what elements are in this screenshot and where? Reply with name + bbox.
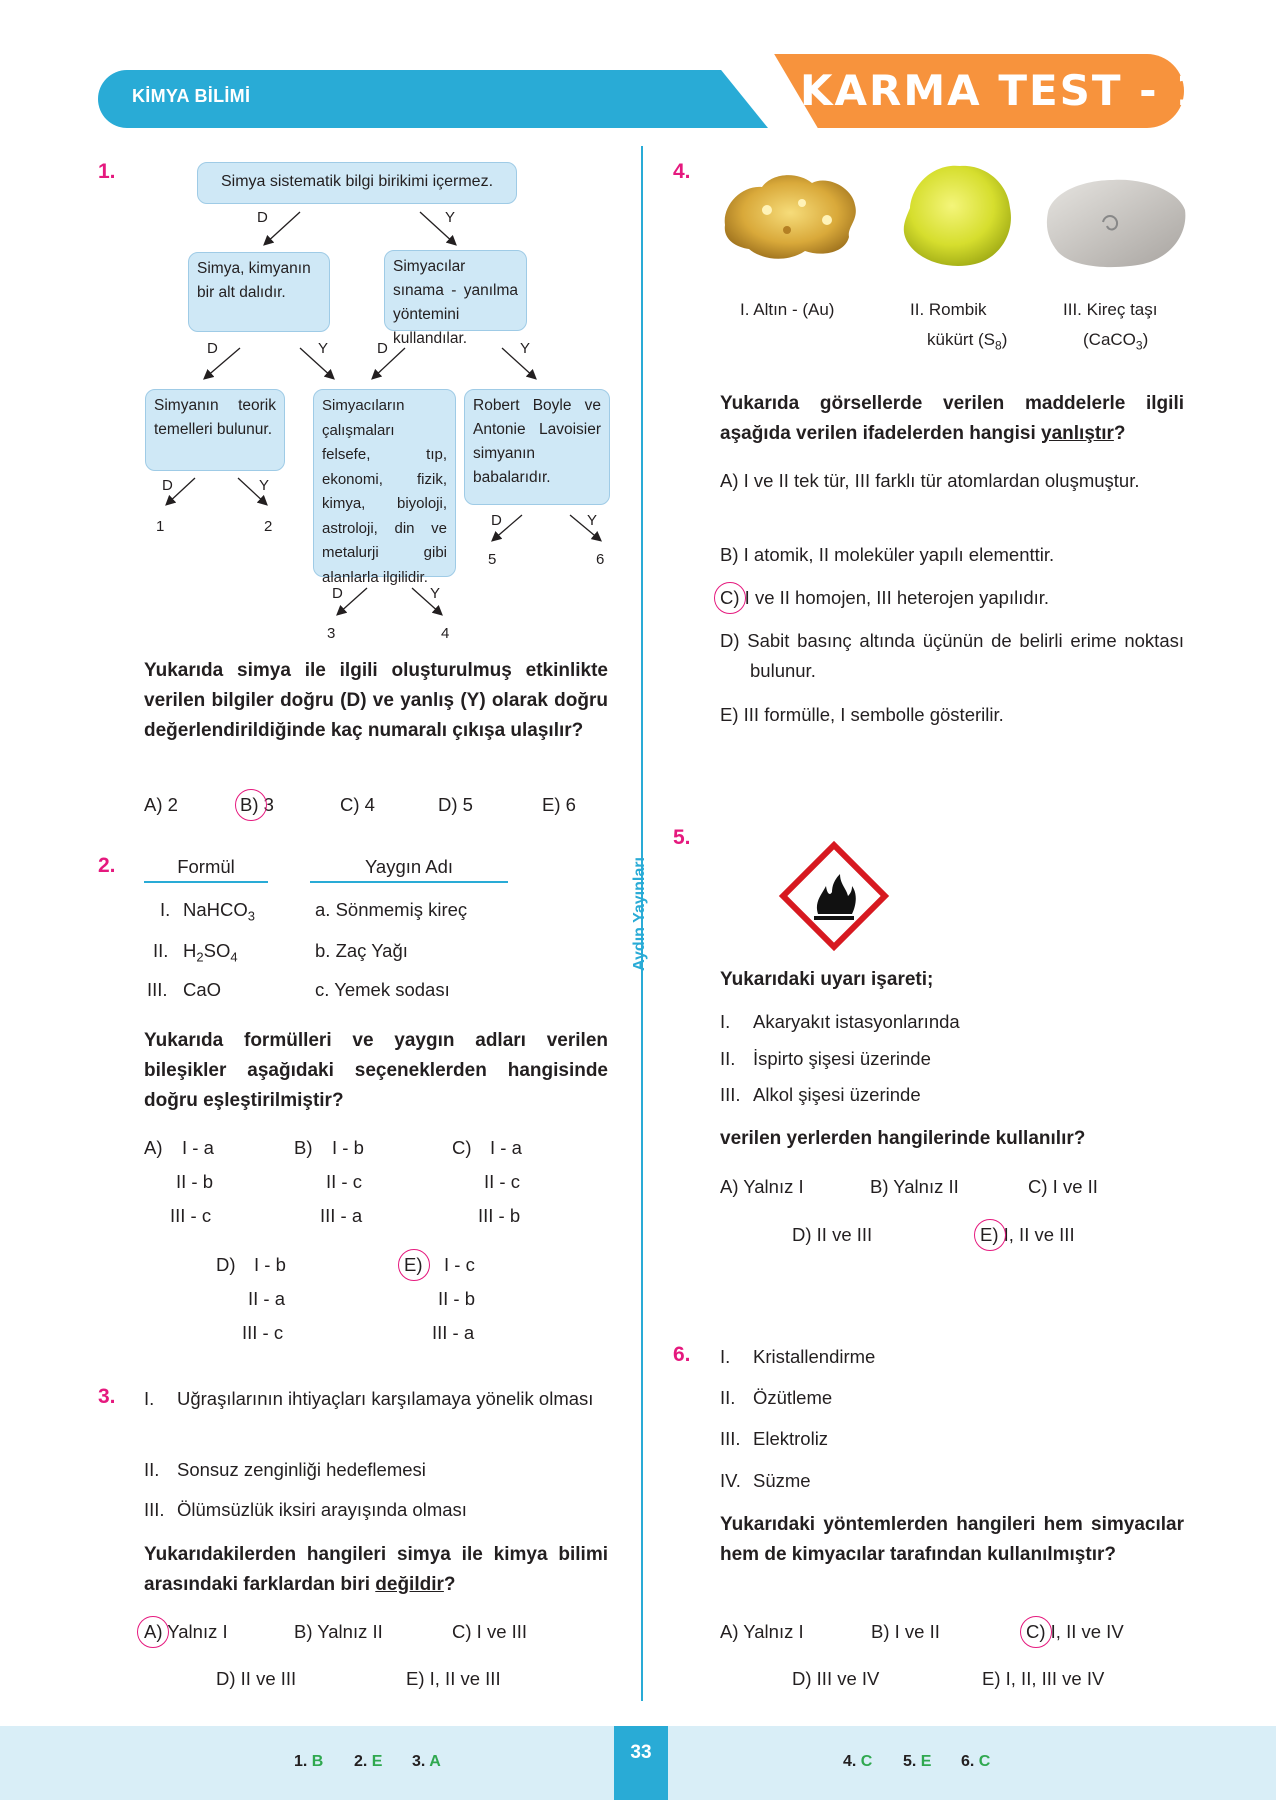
answer-key-5: 5. E xyxy=(903,1753,932,1770)
q1-option-c[interactable]: C) 4 xyxy=(340,794,375,815)
exit-6: 6 xyxy=(596,551,605,568)
q3-item-3-num: III. xyxy=(144,1499,165,1520)
q3-option-e[interactable]: E) I, II ve III xyxy=(406,1668,501,1689)
answer-circle xyxy=(137,1616,169,1648)
flow-label-d: D xyxy=(257,209,268,226)
q6-question: Yukarıdaki yöntemlerden hangileri hem simyacılar hem de kimyacılar tarafından kullanılmıştır? xyxy=(720,1514,1184,1565)
answer-key-2: 2. E xyxy=(354,1753,383,1770)
limestone-image xyxy=(1043,172,1188,272)
exit-5: 5 xyxy=(488,551,497,568)
q1-option-e[interactable]: E) 6 xyxy=(542,794,576,815)
q6-option-d[interactable]: D) III ve IV xyxy=(792,1668,880,1689)
q2-row-1-name: a. Sönmemiş kireç xyxy=(315,899,468,920)
q5-item-2: İspirto şişesi üzerinde xyxy=(753,1048,931,1069)
q2-row-3-num: III. xyxy=(147,979,168,1000)
q3-item-2-num: II. xyxy=(144,1459,160,1480)
q4-option-d[interactable]: D) Sabit basınç altında üçünün de belirli erime noktası bulunur. xyxy=(720,630,1184,681)
test-title: KARMA TEST - 1 xyxy=(800,66,1207,115)
flammable-icon xyxy=(774,836,894,956)
q3-item-1-num: I. xyxy=(144,1388,155,1409)
question-number-4: 4. xyxy=(673,160,691,183)
exit-2: 2 xyxy=(264,518,273,535)
question-number-2: 2. xyxy=(98,854,116,877)
q2-option-d[interactable]: D) I - b II - a III - c xyxy=(216,1254,286,1343)
flow-label-d: D xyxy=(491,512,502,529)
answer-key-1: 1. B xyxy=(294,1753,324,1770)
image-caption-sulfur-1: II. Rombik xyxy=(910,300,987,319)
flow-box-mid-right: Simyacılar sınama - yanılma yöntemini kullandılar. xyxy=(384,250,527,331)
q6-option-b[interactable]: B) I ve II xyxy=(871,1621,940,1642)
q3-option-d[interactable]: D) II ve III xyxy=(216,1668,297,1689)
q6-item-4-num: IV. xyxy=(720,1470,741,1491)
image-caption-sulfur-2: kükürt $(S_8)$ xyxy=(927,330,1008,353)
image-caption-gold: I. Altın - (Au) xyxy=(740,300,835,319)
q6-item-1-num: I. xyxy=(720,1346,731,1367)
q6-option-c[interactable]: C) I, II ve IV xyxy=(1026,1621,1124,1642)
q4-option-e[interactable]: E) III formülle, I sembolle gösterilir. xyxy=(720,704,1004,725)
flow-label-d: D xyxy=(207,340,218,357)
q2-row-1-formula: NaHCO$_3$ xyxy=(183,899,255,924)
q3-item-1: Uğraşılarının ihtiyaçları karşılamaya yönelik olması xyxy=(177,1388,594,1409)
page-number: 33 xyxy=(630,1742,652,1763)
q6-item-2: Özütleme xyxy=(753,1387,833,1408)
answer-circle xyxy=(974,1219,1006,1251)
q2-row-2-num: II. xyxy=(153,940,169,961)
q3-option-b[interactable]: B) Yalnız II xyxy=(294,1621,383,1642)
q5-option-e[interactable]: E) I, II ve III xyxy=(980,1224,1075,1245)
flow-label-y: Y xyxy=(259,477,270,494)
question-number-5: 5. xyxy=(673,826,691,849)
exit-1: 1 xyxy=(156,518,165,535)
q4-option-b[interactable]: B) I atomik, II moleküler yapılı elementtir. xyxy=(720,544,1055,565)
flow-label-y: Y xyxy=(318,340,329,357)
exit-3: 3 xyxy=(327,625,336,642)
q5-item-3-num: III. xyxy=(720,1084,741,1105)
question-number-1: 1. xyxy=(98,160,116,183)
q5-item-1: Akaryakıt istasyonlarında xyxy=(753,1011,960,1032)
q2-col-formula: Formül xyxy=(144,853,268,883)
q6-item-3-num: III. xyxy=(720,1428,741,1449)
q2-row-3-name: c. Yemek sodası xyxy=(315,979,450,1000)
sulfur-image xyxy=(890,158,1020,273)
q6-item-2-num: II. xyxy=(720,1387,736,1408)
q6-item-4: Süzme xyxy=(753,1470,811,1491)
q5-item-2-num: II. xyxy=(720,1048,736,1069)
q3-item-2: Sonsuz zenginliği hedeflemesi xyxy=(177,1459,426,1480)
q1-option-a[interactable]: A) 2 xyxy=(144,794,178,815)
question-number-3: 3. xyxy=(98,1385,116,1408)
q1-question: Yukarıda simya ile ilgili oluşturulmuş etkinlikte verilen bilgiler doğru (D) ve yanlış (Y) olarak doğru değerlendirildiğinde kaç numaralı çıkışa ulaşılır? xyxy=(144,660,608,741)
answer-key-6: 6. C xyxy=(961,1753,991,1770)
q4-option-c[interactable]: C) I ve II homojen, III heterojen yapılıdır. xyxy=(720,587,1050,608)
q3-item-3: Ölümsüzlük iksiri arayışında olması xyxy=(177,1499,467,1520)
q5-option-a[interactable]: A) Yalnız I xyxy=(720,1176,804,1197)
flow-label-y: Y xyxy=(587,512,598,529)
q2-col-name: Yaygın Adı xyxy=(310,853,508,883)
q2-option-c[interactable]: C) I - a II - c III - b xyxy=(452,1137,522,1226)
q2-option-a[interactable]: A) I - a II - b III - c xyxy=(144,1137,214,1226)
q5-option-b[interactable]: B) Yalnız II xyxy=(870,1176,959,1197)
q2-row-1-num: I. xyxy=(160,899,171,920)
answer-key-4: 4. C xyxy=(843,1753,873,1770)
section-title: KİMYA BİLİMİ xyxy=(132,86,251,106)
flow-label-y: Y xyxy=(430,585,441,602)
q2-row-2-name: b. Zaç Yağı xyxy=(315,940,408,961)
flow-box-top: Simya sistematik bilgi birikimi içermez. xyxy=(197,162,517,204)
q5-option-c[interactable]: C) I ve II xyxy=(1028,1176,1098,1197)
answer-circle xyxy=(235,789,267,821)
q2-option-e[interactable]: E) I - c II - b III - a xyxy=(404,1254,476,1343)
image-caption-limestone-1: III. Kireç taşı xyxy=(1063,300,1158,319)
exit-4: 4 xyxy=(441,625,450,642)
flow-box-bottom-1: Simyanın teorik temelleri bulunur. xyxy=(145,389,285,471)
flow-box-bottom-2: Simyacıların çalışmaları felsefe, tıp, ekonomi, fizik, kimya, biyoloji, astroloji, din ve metalurji gibi alanlarla ilgilidir. xyxy=(313,389,456,577)
q6-item-1: Kristallendirme xyxy=(753,1346,876,1367)
flow-label-d: D xyxy=(377,340,388,357)
gold-image xyxy=(717,165,862,270)
q6-item-3: Elektroliz xyxy=(753,1428,829,1449)
q2-row-3-formula: CaO xyxy=(183,979,222,1000)
flow-label-d: D xyxy=(332,585,343,602)
question-number-6: 6. xyxy=(673,1343,691,1366)
q2-row-2-formula: $H_2SO_4$ xyxy=(183,940,238,965)
flow-label-d: D xyxy=(162,477,173,494)
image-caption-limestone-2: (CaCO$_3$) xyxy=(1083,330,1149,353)
answer-circle xyxy=(714,582,746,614)
q5-option-d[interactable]: D) II ve III xyxy=(792,1224,873,1245)
q6-option-e[interactable]: E) I, II, III ve IV xyxy=(982,1668,1105,1689)
answer-circle xyxy=(1020,1616,1052,1648)
q3-question: Yukarıdakilerden hangileri simya ile kimya bilimi arasındaki farklardan biri değildir? xyxy=(144,1544,608,1595)
q5-question: verilen yerlerden hangilerinde kullanılır? xyxy=(720,1128,1086,1149)
q5-item-1-num: I. xyxy=(720,1011,731,1032)
publisher-label: Aydın Yayınları xyxy=(631,857,648,971)
q1-option-d[interactable]: D) 5 xyxy=(438,794,473,815)
q3-option-a[interactable]: A) Yalnız I xyxy=(144,1621,228,1642)
q2-option-b[interactable]: B) I - b II - c III - a xyxy=(294,1137,364,1226)
q5-item-3: Alkol şişesi üzerinde xyxy=(753,1084,921,1105)
flow-box-mid-left: Simya, kimyanın bir alt dalıdır. xyxy=(188,252,330,332)
flow-label-y: Y xyxy=(520,340,531,357)
q4-question: Yukarıda görsellerde verilen maddelerle ilgili aşağıda verilen ifadelerden hangisi yanlıştır? xyxy=(720,393,1184,444)
flow-label-y: Y xyxy=(445,209,456,226)
q2-question: Yukarıda formülleri ve yaygın adları verilen bileşikler aşağıdaki seçeneklerden hangisinde doğru eşleştirilmiştir? xyxy=(144,1030,608,1111)
q1-option-b[interactable]: B) 3 xyxy=(240,794,274,815)
q5-lead: Yukarıdaki uyarı işareti; xyxy=(720,969,934,990)
flow-box-bottom-3: Robert Boyle ve Antonie Lavoisier simyanın babalarıdır. xyxy=(464,389,610,505)
q4-option-a[interactable]: A) I ve II tek tür, III farklı tür atomlardan oluşmuştur. xyxy=(720,470,1140,491)
answer-key-3: 3. A xyxy=(412,1753,441,1770)
q6-option-a[interactable]: A) Yalnız I xyxy=(720,1621,804,1642)
q3-option-c[interactable]: C) I ve III xyxy=(452,1621,528,1642)
